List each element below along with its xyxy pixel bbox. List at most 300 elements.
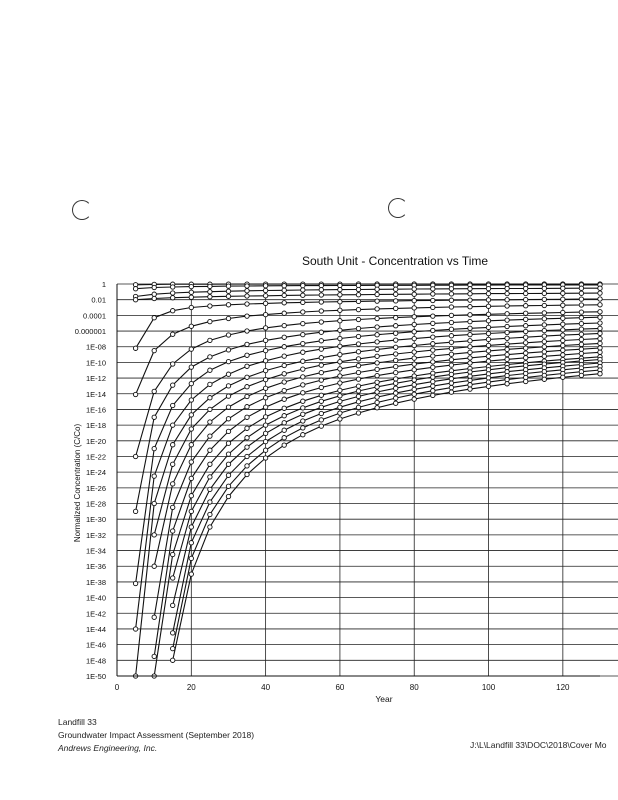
series-18-point: [412, 383, 416, 387]
series-7-point: [133, 454, 137, 458]
y-tick-label: 1E-26: [85, 483, 106, 493]
series-20-point: [208, 512, 212, 516]
footer-file-path: J:\L\Landfill 33\DOC\2018\Cover Mo: [470, 740, 607, 750]
y-tick-label: 1E-36: [85, 562, 106, 572]
series-20-point: [338, 411, 342, 415]
series-5-point: [263, 301, 267, 305]
series-19-point: [319, 411, 323, 415]
series-11-point: [301, 359, 305, 363]
series-9-point: [319, 339, 323, 343]
series-13-point: [208, 420, 212, 424]
series-2-point: [245, 284, 249, 288]
series-16-point: [245, 426, 249, 430]
series-12-point: [301, 367, 305, 371]
series-13-point: [412, 356, 416, 360]
series-15-point: [524, 356, 528, 360]
series-15-point: [189, 476, 193, 480]
series-5-point: [412, 298, 416, 302]
series-7-point: [152, 389, 156, 393]
series-6-point: [356, 307, 360, 311]
series-12-point: [579, 337, 583, 341]
series-4-point: [561, 291, 565, 295]
series-6-point: [449, 305, 453, 309]
series-4-point: [171, 296, 175, 300]
series-12-point: [598, 336, 602, 340]
y-tick-label: 1E-10: [85, 358, 106, 368]
series-11-point: [226, 384, 230, 388]
series-8-point: [468, 319, 472, 323]
series-14-point: [412, 362, 416, 366]
series-15-point: [356, 377, 360, 381]
series-16-point: [263, 415, 267, 419]
series-11-point: [245, 375, 249, 379]
series-11-point: [524, 335, 528, 339]
series-4-point: [449, 292, 453, 296]
series-21-point: [542, 377, 546, 381]
series-10-point: [263, 359, 267, 363]
series-8-point: [486, 319, 490, 323]
x-tick-label: 0: [114, 683, 120, 692]
series-12-point: [542, 339, 546, 343]
series-12-point: [263, 377, 267, 381]
series-21-point: [505, 382, 509, 386]
series-19-point: [412, 387, 416, 391]
series-5-point: [598, 297, 602, 301]
series-13-point: [356, 364, 360, 368]
series-4-point: [412, 292, 416, 296]
series-11-point: [375, 347, 379, 351]
series-6-point: [561, 303, 565, 307]
series-11-point: [561, 333, 565, 337]
series-9-point: [598, 321, 602, 325]
series-8-point: [356, 326, 360, 330]
series-8-point: [505, 318, 509, 322]
series-7-point: [505, 312, 509, 316]
series-21-point: [598, 372, 602, 376]
series-line-3: [136, 288, 600, 296]
series-13-point: [505, 347, 509, 351]
series-11-point: [171, 443, 175, 447]
series-14-point: [319, 378, 323, 382]
series-14-point: [579, 347, 583, 351]
series-11-point: [598, 331, 602, 335]
series-18-point: [375, 390, 379, 394]
series-21-point: [171, 658, 175, 662]
series-13-point: [245, 394, 249, 398]
series-9-point: [152, 446, 156, 450]
series-19-point: [171, 631, 175, 635]
series-10-point: [449, 334, 453, 338]
series-12-point: [171, 462, 175, 466]
series-20-point: [319, 418, 323, 422]
series-13-point: [394, 358, 398, 362]
series-19-point: [394, 391, 398, 395]
series-5-point: [394, 299, 398, 303]
footer-left: [58, 716, 254, 755]
series-10-point: [319, 347, 323, 351]
series-6-point: [189, 324, 193, 328]
y-tick-label: 1E-50: [85, 672, 106, 681]
series-line-5: [136, 299, 600, 348]
y-tick-label: 0.000001: [74, 327, 106, 337]
series-10-point: [394, 338, 398, 342]
series-12-point: [412, 350, 416, 354]
series-17-point: [375, 385, 379, 389]
series-3-point: [579, 286, 583, 290]
series-17-point: [263, 423, 267, 427]
series-15-point: [561, 353, 565, 357]
series-15-point: [338, 381, 342, 385]
series-10-point: [356, 342, 360, 346]
series-9-point: [561, 322, 565, 326]
series-8-point: [449, 320, 453, 324]
series-16-point: [338, 388, 342, 392]
series-9-point: [505, 324, 509, 328]
series-20-point: [505, 377, 509, 381]
series-13-point: [263, 386, 267, 390]
x-tick-label: 100: [481, 683, 496, 692]
series-3-point: [412, 287, 416, 291]
series-4-point: [133, 298, 137, 302]
series-10-point: [171, 423, 175, 427]
series-line-11: [136, 333, 600, 676]
series-2-point: [189, 284, 193, 288]
x-tick-label: 120: [556, 683, 570, 692]
series-12-point: [208, 407, 212, 411]
series-13-point: [579, 342, 583, 346]
series-9-point: [301, 341, 305, 345]
series-15-point: [226, 429, 230, 433]
series-8-point: [338, 328, 342, 332]
series-3-point: [338, 287, 342, 291]
series-15-point: [505, 357, 509, 361]
series-12-point: [375, 354, 379, 358]
series-19-point: [245, 454, 249, 458]
series-13-point: [319, 370, 323, 374]
x-axis-label: Year: [375, 694, 393, 704]
series-11-point: [542, 334, 546, 338]
series-3-point: [282, 288, 286, 292]
y-tick-label: 1E-34: [85, 546, 106, 556]
series-13-point: [486, 349, 490, 353]
series-7-point: [542, 311, 546, 315]
series-13-point: [171, 482, 175, 486]
series-5-point: [356, 299, 360, 303]
series-20-point: [263, 448, 267, 452]
series-7-point: [319, 320, 323, 324]
series-21-point: [319, 424, 323, 428]
series-4-point: [282, 293, 286, 297]
series-3-point: [245, 289, 249, 293]
series-20-point: [468, 383, 472, 387]
series-15-point: [542, 354, 546, 358]
series-11-point: [468, 339, 472, 343]
series-2-point: [171, 285, 175, 289]
series-5-point: [486, 298, 490, 302]
series-8-point: [133, 509, 137, 513]
series-7-point: [524, 311, 528, 315]
series-21-point: [412, 397, 416, 401]
series-19-point: [431, 384, 435, 388]
series-14-point: [486, 354, 490, 358]
series-5-point: [375, 299, 379, 303]
series-7-point: [394, 315, 398, 319]
series-4-point: [542, 291, 546, 295]
series-4-point: [189, 295, 193, 299]
series-16-point: [394, 377, 398, 381]
series-15-point: [449, 363, 453, 367]
series-6-point: [282, 311, 286, 315]
series-21-point: [189, 572, 193, 576]
series-4-point: [319, 293, 323, 297]
series-9-point: [468, 326, 472, 330]
series-3-point: [171, 291, 175, 295]
series-5-point: [338, 300, 342, 304]
series-12-point: [356, 357, 360, 361]
series-14-point: [468, 356, 472, 360]
series-8-point: [394, 324, 398, 328]
series-9-point: [524, 324, 528, 328]
series-19-point: [338, 405, 342, 409]
series-7-point: [171, 362, 175, 366]
series-7-point: [189, 347, 193, 351]
y-tick-label: 1E-46: [85, 640, 106, 650]
y-tick-label: 1E-38: [85, 577, 106, 587]
series-21-point: [301, 433, 305, 437]
series-6-point: [598, 303, 602, 307]
series-7-point: [561, 310, 565, 314]
series-15-point: [245, 415, 249, 419]
series-21-point: [394, 401, 398, 405]
series-5-point: [226, 303, 230, 307]
series-13-point: [189, 443, 193, 447]
series-19-point: [226, 473, 230, 477]
series-17-point: [431, 375, 435, 379]
series-5-point: [301, 300, 305, 304]
series-8-point: [412, 322, 416, 326]
series-7-point: [468, 313, 472, 317]
series-9-point: [208, 368, 212, 372]
series-4-point: [356, 293, 360, 297]
series-6-point: [152, 348, 156, 352]
series-4-point: [431, 292, 435, 296]
series-4-point: [338, 293, 342, 297]
series-13-point: [301, 375, 305, 379]
series-14-point: [542, 350, 546, 354]
series-15-point: [263, 405, 267, 409]
series-12-point: [245, 385, 249, 389]
series-9-point: [542, 323, 546, 327]
y-tick-label: 1E-28: [85, 499, 106, 509]
series-14-point: [208, 434, 212, 438]
series-18-point: [171, 603, 175, 607]
series-6-point: [505, 304, 509, 308]
series-6-point: [226, 316, 230, 320]
series-9-point: [171, 403, 175, 407]
series-13-point: [375, 361, 379, 365]
series-10-point: [431, 335, 435, 339]
series-9-point: [394, 331, 398, 335]
series-4-point: [505, 291, 509, 295]
series-17-point: [189, 509, 193, 513]
series-18-point: [431, 379, 435, 383]
series-12-point: [486, 343, 490, 347]
series-17-point: [245, 436, 249, 440]
series-10-point: [561, 328, 565, 332]
series-5-point: [468, 298, 472, 302]
series-6-point: [579, 303, 583, 307]
series-8-point: [171, 383, 175, 387]
series-5-point: [282, 301, 286, 305]
y-tick-label: 1E-16: [85, 405, 106, 415]
series-7-point: [449, 313, 453, 317]
series-15-point: [598, 350, 602, 354]
series-2-point: [263, 284, 267, 288]
series-8-point: [524, 317, 528, 321]
y-axis-label: Normalized Concentration (C/Co): [73, 423, 82, 543]
series-12-point: [226, 394, 230, 398]
series-17-point: [468, 370, 472, 374]
series-8-point: [542, 317, 546, 321]
y-tick-label: 0.01: [91, 295, 106, 305]
series-3-point: [263, 288, 267, 292]
series-18-point: [394, 386, 398, 390]
series-20-point: [486, 380, 490, 384]
series-8-point: [226, 348, 230, 352]
series-9-point: [133, 581, 137, 585]
series-20-point: [431, 389, 435, 393]
series-7-point: [282, 323, 286, 327]
series-20-point: [282, 436, 286, 440]
series-9-point: [431, 328, 435, 332]
series-7-point: [245, 329, 249, 333]
series-5-point: [208, 304, 212, 308]
series-6-point: [338, 308, 342, 312]
series-3-point: [394, 287, 398, 291]
series-12-point: [524, 341, 528, 345]
series-16-point: [171, 552, 175, 556]
series-12-point: [319, 363, 323, 367]
series-15-point: [319, 385, 323, 389]
series-14-point: [505, 352, 509, 356]
series-20-point: [449, 385, 453, 389]
series-18-point: [208, 487, 212, 491]
y-tick-label: 1: [101, 280, 106, 289]
series-17-point: [394, 381, 398, 385]
series-11-point: [263, 368, 267, 372]
series-12-point: [449, 346, 453, 350]
series-8-point: [561, 316, 565, 320]
series-17-point: [449, 372, 453, 376]
y-tick-label: 1E-20: [85, 436, 106, 446]
series-14-point: [301, 383, 305, 387]
series-5-point: [133, 346, 137, 350]
series-7-point: [412, 315, 416, 319]
series-12-point: [152, 533, 156, 537]
y-tick-label: 0.0001: [83, 311, 106, 321]
series-20-point: [375, 400, 379, 404]
series-10-point: [226, 372, 230, 376]
series-14-point: [356, 370, 360, 374]
series-10-point: [524, 329, 528, 333]
series-6-point: [431, 305, 435, 309]
series-line-21: [173, 374, 600, 661]
series-5-point: [245, 302, 249, 306]
series-3-point: [598, 286, 602, 290]
series-9-point: [486, 325, 490, 329]
series-3-point: [208, 290, 212, 294]
series-3-point: [301, 288, 305, 292]
series-10-point: [301, 350, 305, 354]
series-11-point: [394, 345, 398, 349]
series-4-point: [263, 294, 267, 298]
series-11-point: [486, 337, 490, 341]
series-19-point: [189, 541, 193, 545]
series-7-point: [301, 321, 305, 325]
series-3-point: [189, 290, 193, 294]
series-11-point: [282, 363, 286, 367]
footer-company: Andrews Engineering, Inc.: [58, 743, 158, 753]
series-19-point: [356, 400, 360, 404]
series-8-point: [375, 325, 379, 329]
series-18-point: [449, 377, 453, 381]
series-8-point: [579, 316, 583, 320]
series-2-point: [133, 287, 137, 291]
series-20-point: [226, 484, 230, 488]
series-2-point: [152, 285, 156, 289]
series-13-point: [226, 405, 230, 409]
series-14-point: [152, 615, 156, 619]
series-17-point: [171, 576, 175, 580]
series-10-point: [486, 331, 490, 335]
series-17-point: [356, 389, 360, 393]
series-21-point: [263, 456, 267, 460]
series-21-point: [561, 375, 565, 379]
series-7-point: [356, 317, 360, 321]
y-tick-label: 1E-18: [85, 421, 106, 431]
series-8-point: [208, 355, 212, 359]
series-20-point: [245, 464, 249, 468]
series-8-point: [263, 338, 267, 342]
series-13-point: [338, 367, 342, 371]
series-11-point: [208, 396, 212, 400]
series-6-point: [375, 307, 379, 311]
series-15-point: [171, 529, 175, 533]
series-12-point: [431, 348, 435, 352]
series-5-point: [505, 298, 509, 302]
y-tick-label: 1E-24: [85, 468, 106, 478]
series-14-point: [449, 358, 453, 362]
series-8-point: [282, 335, 286, 339]
series-18-point: [338, 399, 342, 403]
series-21-point: [356, 411, 360, 415]
series-3-point: [152, 292, 156, 296]
series-14-point: [394, 364, 398, 368]
series-15-point: [301, 391, 305, 395]
series-14-point: [338, 374, 342, 378]
series-21-point: [449, 390, 453, 394]
series-3-point: [468, 287, 472, 291]
series-6-point: [319, 309, 323, 313]
series-7-point: [226, 333, 230, 337]
series-8-point: [301, 332, 305, 336]
series-7-point: [486, 312, 490, 316]
y-tick-label: 1E-30: [85, 515, 106, 525]
series-15-point: [375, 373, 379, 377]
series-10-point: [542, 328, 546, 332]
series-6-point: [468, 305, 472, 309]
series-21-point: [208, 525, 212, 529]
